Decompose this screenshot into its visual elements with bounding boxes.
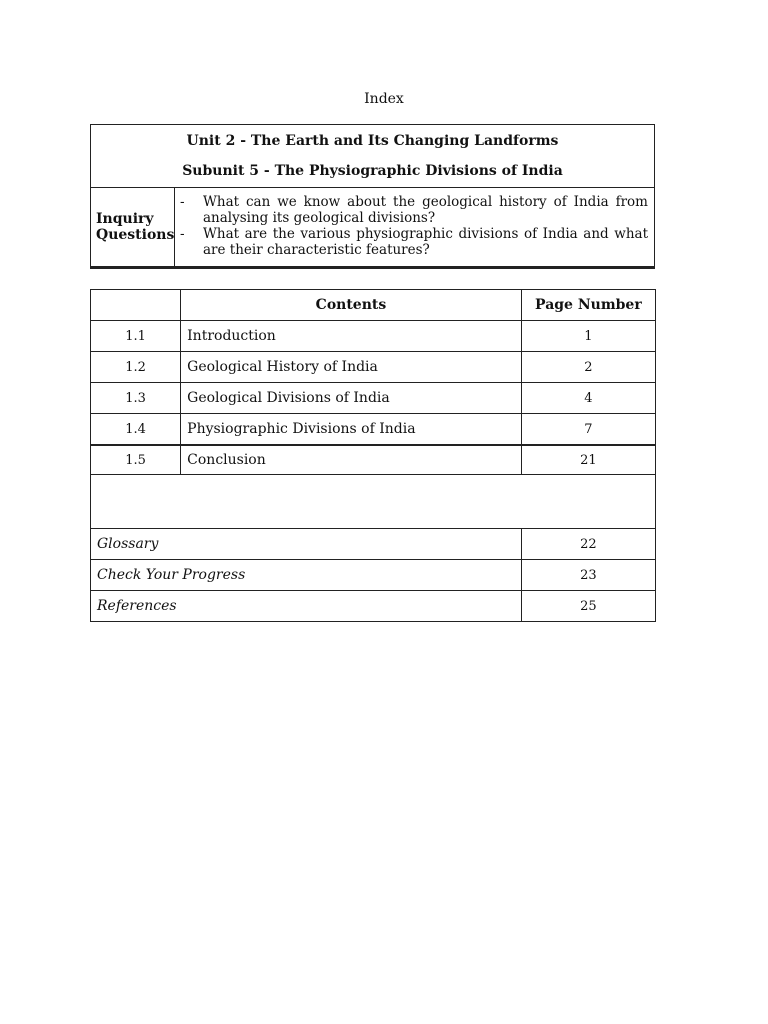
question-text: What can we know about the geological history of India from analysing its geological divisions? (203, 194, 648, 226)
section-number: 1.1 (91, 321, 181, 352)
question-dash: - (180, 226, 185, 242)
table-row (91, 414, 656, 446)
section-number: 1.4 (91, 414, 181, 446)
table-row (91, 591, 656, 622)
section-page: 21 (521, 445, 655, 475)
inquiry-label-line-1: Inquiry (96, 211, 154, 227)
table-row (91, 383, 656, 414)
section-title: Introduction (181, 321, 522, 352)
section-page: 7 (521, 414, 655, 446)
blank-row (91, 475, 656, 529)
section-number: 1.3 (91, 383, 181, 414)
table-row (91, 560, 656, 591)
back-matter-page: 23 (521, 560, 655, 591)
inquiry-question-list (175, 188, 654, 266)
section-number: 1.5 (91, 445, 181, 475)
back-matter-title: Check Your Progress (91, 560, 522, 591)
section-title: Physiographic Divisions of India (181, 414, 522, 446)
blank-cell (91, 475, 656, 529)
back-matter-page: 22 (521, 529, 655, 560)
contents-table (90, 289, 656, 622)
section-page: 4 (521, 383, 655, 414)
contents-column-header: Contents (181, 290, 522, 321)
table-row (91, 529, 656, 560)
question-dash: - (180, 194, 185, 210)
subunit-title: Subunit 5 - The Physiographic Divisions of India (91, 156, 654, 188)
back-matter-title: References (91, 591, 522, 622)
unit-header-box (90, 124, 655, 269)
inquiry-label-line-2: Questions (96, 227, 175, 243)
page-title: Index (364, 91, 404, 107)
unit-title: Unit 2 - The Earth and Its Changing Landforms (186, 133, 559, 149)
contents-header-row (91, 290, 656, 321)
inquiry-question (180, 226, 648, 258)
back-matter-title: Glossary (91, 529, 522, 560)
table-row (91, 321, 656, 352)
number-column-header (91, 290, 181, 321)
section-title: Conclusion (181, 445, 522, 475)
section-title: Geological History of India (181, 352, 522, 383)
section-page: 1 (521, 321, 655, 352)
inquiry-questions-row (91, 188, 654, 268)
inquiry-questions-label (91, 188, 175, 266)
section-number: 1.2 (91, 352, 181, 383)
page-number-column-header: Page Number (521, 290, 655, 321)
section-page: 2 (521, 352, 655, 383)
inquiry-question (180, 194, 648, 226)
table-row (91, 445, 656, 475)
section-title: Geological Divisions of India (181, 383, 522, 414)
back-matter-page: 25 (521, 591, 655, 622)
table-row (91, 352, 656, 383)
question-text: What are the various physiographic divisions of India and what are their characteristic features? (203, 226, 648, 258)
